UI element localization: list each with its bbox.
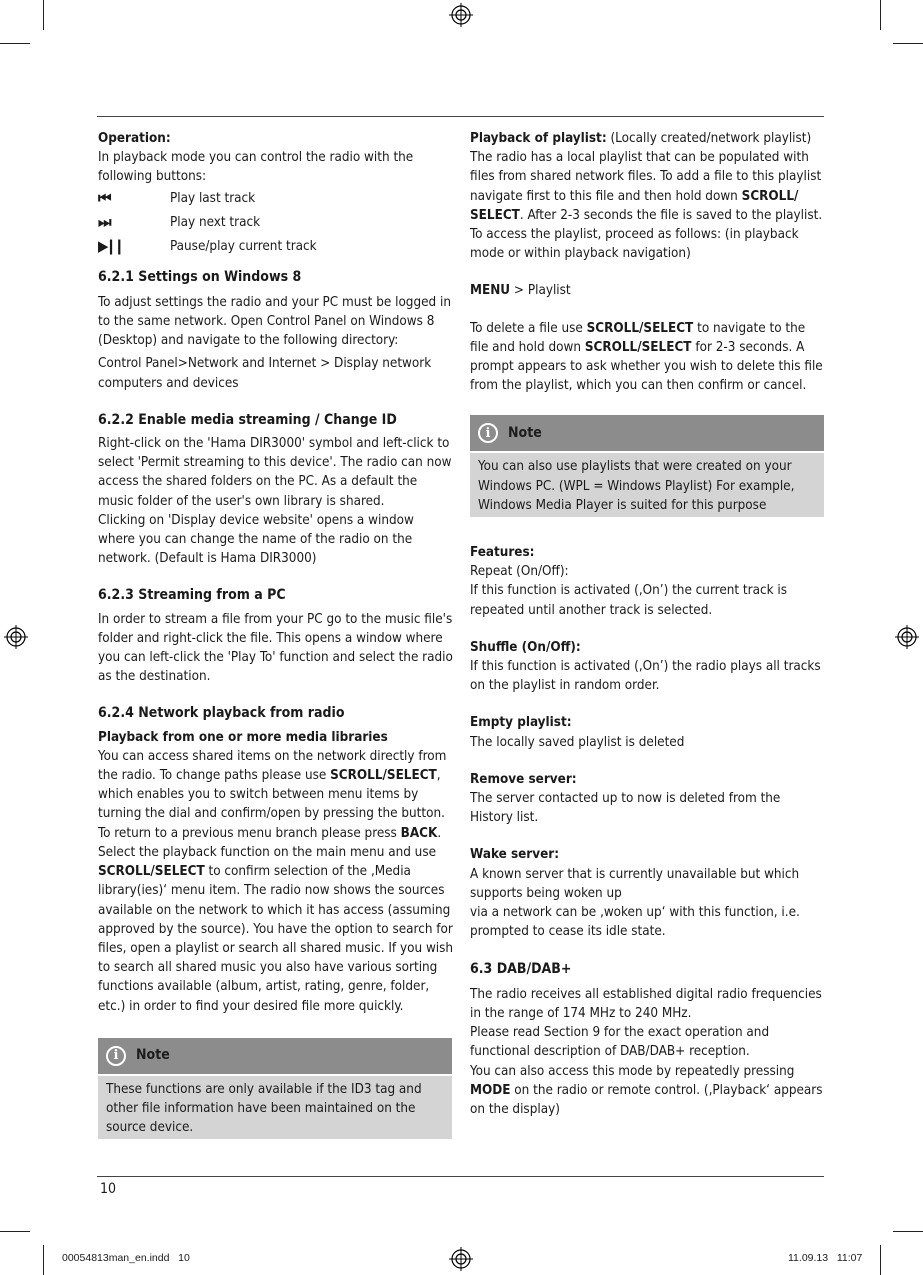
slug-left: 00054813man_en.indd 10 [62, 1252, 190, 1264]
button-row [98, 235, 454, 259]
button-row [98, 211, 454, 235]
note-label: Note [136, 1047, 170, 1064]
wake-text: A known server that is currently unavailable but which supports being woken up [470, 866, 800, 901]
dab-para: Please read Section 9 for the exact operation and functional description of DAB/DAB+ reception. [470, 1025, 770, 1060]
features-heading: Features: [470, 545, 535, 561]
note-box [98, 1038, 452, 1140]
playlist-heading-line: Playback of playlist: (Locally created/network playlist) [470, 131, 812, 146]
section-622-heading: 6.2.2 Enable media streaming / Change ID [98, 411, 397, 428]
crop-mark [0, 43, 30, 44]
crop-mark [43, 0, 44, 30]
menu-path: MENU > Playlist [470, 283, 571, 299]
dab-para: MODE on the radio or remote control. (‚Playback‘ appears on the display) [470, 1082, 823, 1117]
info-icon: i [478, 423, 498, 443]
shuffle-heading: Shuffle (On/Off): [470, 639, 581, 655]
note-header [98, 1038, 452, 1074]
empty-heading: Empty playlist: [470, 715, 572, 731]
button-label: Play next track [170, 215, 261, 230]
empty-text: The locally saved playlist is deleted [470, 734, 685, 750]
left-column [98, 129, 454, 1139]
bottom-rule [97, 1176, 824, 1177]
registration-mark-icon [449, 3, 473, 27]
wake-heading: Wake server: [470, 847, 560, 863]
button-label: Play last track [170, 191, 256, 206]
repeat-text: If this function is activated (‚On’) the current track is repeated until another track is selected. [470, 583, 788, 618]
info-icon: i [106, 1046, 126, 1066]
prev-track-icon: ⏮ [98, 189, 109, 207]
registration-mark-icon [895, 625, 919, 649]
note-body: These functions are only available if the ID3 tag and other file information have been maintained on the source device. [98, 1076, 452, 1140]
shuffle-text: If this function is activated (‚On’) the radio plays all tracks on the playlist in random order. [470, 659, 821, 694]
section-623-para: In order to stream a file from your PC go to the music file's folder and right-click the file. This opens a window where you can left-click the 'Play To' function and select the radio as the destination. [98, 611, 453, 685]
note-body: You can also use playlists that were created on your Windows PC. (WPL = Windows Playlist) For example, Windows Media Player is suited for this purpose [470, 453, 824, 517]
note-box [470, 415, 824, 517]
dab-para: You can also access this mode by repeatedly pressing [470, 1063, 795, 1079]
registration-mark-icon [4, 625, 28, 649]
note-label: Note [508, 424, 542, 441]
dab-para: The radio receives all established digital radio frequencies in the range of 174 MHz to 240 MHz. [470, 986, 822, 1021]
remove-heading: Remove server: [470, 771, 577, 787]
slug-right: 11.09.13 11:07 [788, 1252, 863, 1264]
section-621-path: Control Panel>Network and Internet > Display network computers and devices [98, 356, 432, 391]
registration-mark-icon [449, 1247, 473, 1271]
next-track-icon: ⏭ [98, 213, 109, 231]
page-number: 10 [100, 1181, 117, 1197]
crop-mark [43, 1245, 44, 1275]
section-63-heading: 6.3 DAB/DAB+ [470, 960, 572, 977]
button-label: Pause/play current track [170, 239, 317, 254]
section-624-heading: 6.2.4 Network playback from radio [98, 705, 345, 722]
operation-heading: Operation: [98, 131, 171, 146]
crop-mark [880, 1245, 881, 1275]
remove-text: The server contacted up to now is deleted from the History list. [470, 791, 781, 826]
section-621-heading: 6.2.1 Settings on Windows 8 [98, 268, 302, 285]
section-622-para: Clicking on 'Display device website' opens a window where you can change the name of the radio on the network. (Default is Hama DIR3000) [98, 512, 414, 567]
right-column [470, 129, 826, 1119]
section-624-para: You can access shared items on the network directly from the radio. To change paths please use SCROLL/SELECT, which enables you to switch between menu items by turning the dial and confirm/open by pressing the button. To return to a previous menu branch please press BACK. Select the playback function on the main menu and use SCROLL/SELECT to confirm selection of the ‚Media library(ies)‘ menu item. The radio now shows the sources available on the network to which it has access (assuming approved by the source). You have the option to search for files, open a playlist or search all shared music. If you wish to search all shared music you also have various sorting functions available (album, artist, rating, genre, folder, etc.) in order to find your desired file more quickly. [98, 748, 454, 1014]
delete-para: To delete a file use SCROLL/SELECT to navigate to the file and hold down SCROLL/SELECT for 2-3 seconds. A prompt appears to ask whether you wish to delete this file from the playlist, which you can then confirm or cancel. [470, 320, 823, 394]
crop-mark [893, 43, 923, 44]
section-624-subheading: Playback from one or more media libraries [98, 729, 388, 745]
playlist-para: The radio has a local playlist that can be populated with files from shared network files. To add a file to this playlist navigate first to this file and then hold down SCROLL/ SELECT. After 2-3 seconds the file is saved to the playlist. To access the playlist, proceed as follows: (in playback mode or within playback navigation) [470, 150, 823, 262]
section-621-para: To adjust settings the radio and your PC must be logged in to the same network. Open Control Panel on Windows 8 (Desktop) and navigate to the following directory: [98, 294, 451, 349]
crop-mark [880, 0, 881, 30]
crop-mark [893, 1231, 923, 1232]
note-header [470, 415, 824, 451]
operation-intro: In playback mode you can control the radio with the following buttons: [98, 150, 414, 185]
wake-text: via a network can be ‚woken up‘ with this function, i.e. prompted to cease its idle state. [470, 905, 800, 940]
repeat-label: Repeat (On/Off): [470, 564, 569, 580]
crop-mark [0, 1231, 30, 1232]
section-623-heading: 6.2.3 Streaming from a PC [98, 587, 286, 604]
button-row [98, 187, 454, 211]
top-rule [97, 116, 824, 117]
section-622-para: Right-click on the 'Hama DIR3000' symbol and left-click to select 'Permit streaming to this device'. The radio can now access the shared folders on the PC. As a default the music folder of the user's own library is shared. [98, 436, 452, 509]
play-pause-icon: ▶❙❙ [98, 237, 122, 255]
